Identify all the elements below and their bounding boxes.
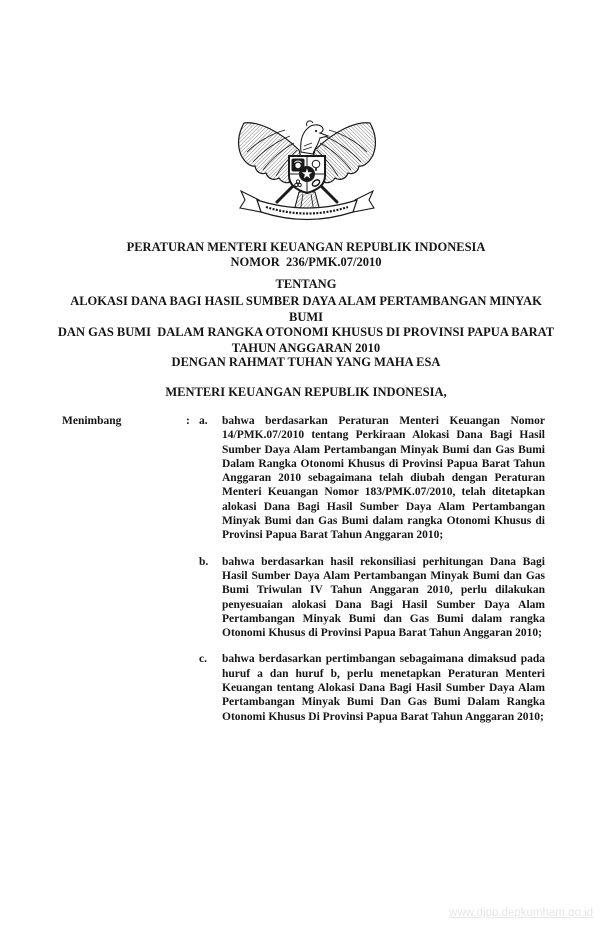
regulation-number: NOMOR 236/PMK.07/2010	[230, 255, 382, 269]
consideration-item-a	[199, 414, 545, 543]
garuda-pancasila-emblem	[233, 112, 381, 224]
item-marker-b: b.	[199, 555, 209, 568]
item-text-a: bahwa berdasarkan Peraturan Menteri Keuangan Nomor 14/PMK.07/2010 tentang Perkiraan Alokasi Dana Bagi Hasil Sumber Daya Alam Pertambangan Minyak Bumi dan Gas Bumi Dalam Rangka Otonomi Khusus di Provinsi Papua Barat Tahun Anggaran 2010 sebagaimana telah diubah dengan Peraturan Menteri Keuangan Nomor 183/PMK.07/2010, telah ditetapkan alokasi Dana Bagi Hasil Sumber Daya Alam Pertambangan Minyak Bumi dan Gas Bumi dalam rangka Otonomi Khusus di Provinsi Papua Barat Tahun Anggaran 2010;	[222, 415, 545, 542]
garuda-pancasila-icon	[233, 112, 381, 224]
menimbang-section	[62, 414, 545, 724]
authority-line: MENTERI KEUANGAN REPUBLIK INDONESIA,	[165, 385, 447, 399]
item-text-c: bahwa berdasarkan pertimbangan sebagaimana dimaksud pada huruf a dan huruf b, perlu menetapkan Peraturan Menteri Keuangan tentang Alokasi Dana Bagi Hasil Sumber Daya Alam Pertambangan Minyak Bumi Dan Gas Bumi Dalam Rangka Otonomi Khusus Di Provinsi Papua Barat Tahun Anggaran 2010;	[222, 653, 545, 723]
regulation-title-line: PERATURAN MENTERI KEUANGAN REPUBLIK INDONESIA	[126, 240, 486, 254]
regulation-subject	[0, 294, 612, 356]
item-text-b: bahwa berdasarkan hasil rekonsiliasi perhitungan Dana Bagi Hasil Sumber Daya Alam Pertambangan Minyak Bumi dan Gas Bumi Triwulan IV Tahun Anggaran 2010, perlu dilakukan penyesuaian alokasi Dana Bagi Hasil Sumber Daya Alam Pertambangan Minyak Bumi dan Gas Bumi dalam rangka Otonomi Khusus di Provinsi Papua Barat Tahun Anggaran 2010;	[222, 555, 545, 640]
menimbang-items	[199, 414, 545, 724]
tentang-label: TENTANG	[275, 277, 337, 291]
item-marker-c: c.	[199, 653, 207, 666]
watermark-url: www.djpp.depkumham.go.id	[449, 907, 593, 919]
subject-line-2: DAN GAS BUMI DALAM RANGKA OTONOMI KHUSUS DI PROVINSI PAPUA BARAT	[57, 325, 555, 339]
consideration-item-c	[199, 652, 545, 723]
menimbang-colon: :	[186, 415, 190, 427]
invocation-line: DENGAN RAHMAT TUHAN YANG MAHA ESA	[171, 355, 441, 369]
subject-line-3: TAHUN ANGGARAN 2010	[231, 340, 381, 355]
item-marker-a: a.	[199, 415, 208, 427]
menimbang-label: Menimbang	[62, 415, 122, 427]
subject-line-1: ALOKASI DANA BAGI HASIL SUMBER DAYA ALAM PERTAMBANGAN MINYAK BUMI	[70, 294, 545, 324]
consideration-item-b	[199, 555, 545, 641]
